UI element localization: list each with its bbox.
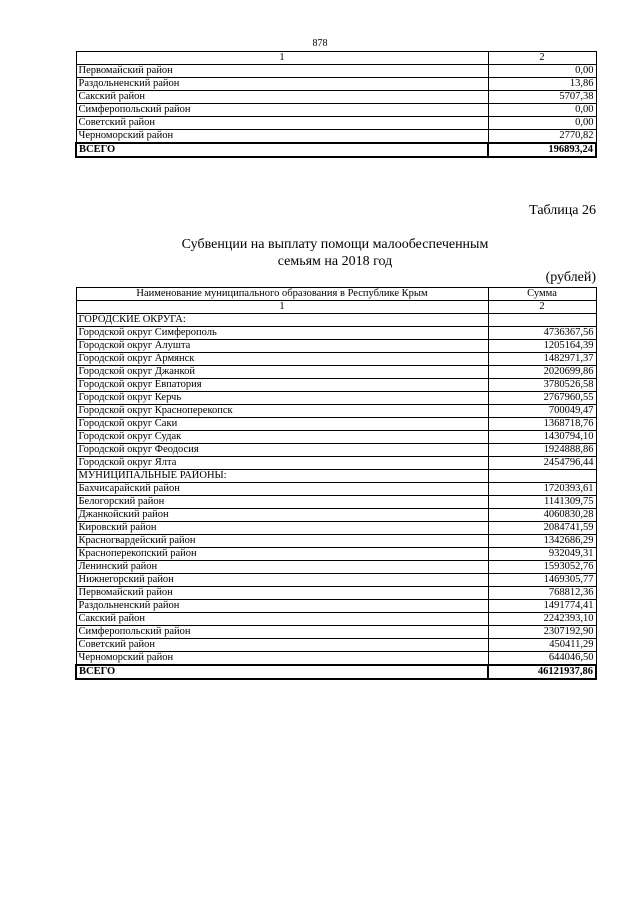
table-row xyxy=(76,431,596,444)
row-name: МУНИЦИПАЛЬНЫЕ РАЙОНЫ: xyxy=(76,470,488,483)
row-name: ВСЕГО xyxy=(76,143,488,157)
header-sum: Сумма xyxy=(488,288,596,301)
table-row xyxy=(76,600,596,613)
column-number-row xyxy=(76,301,596,314)
table-row xyxy=(76,444,596,457)
row-value: 2242393,10 xyxy=(488,613,596,626)
header-row xyxy=(76,288,596,301)
table-row xyxy=(76,626,596,639)
row-name: Советский район xyxy=(76,639,488,652)
col-number-1: 1 xyxy=(76,301,488,314)
table-row xyxy=(76,587,596,600)
total-row xyxy=(76,143,596,157)
row-name: Городской округ Ялта xyxy=(76,457,488,470)
row-value: 1368718,76 xyxy=(488,418,596,431)
table-row xyxy=(76,353,596,366)
row-value: 1720393,61 xyxy=(488,483,596,496)
col-number-2: 2 xyxy=(488,52,596,65)
row-name: Городской округ Алушта xyxy=(76,340,488,353)
row-value: 932049,31 xyxy=(488,548,596,561)
row-value: 1342686,29 xyxy=(488,535,596,548)
table-row xyxy=(76,104,596,117)
row-value: 1205164,39 xyxy=(488,340,596,353)
title-line-2: семьям на 2018 год xyxy=(277,254,393,269)
table-row xyxy=(76,639,596,652)
row-value: 700049,47 xyxy=(488,405,596,418)
row-name: ВСЕГО xyxy=(76,665,488,679)
row-name: Раздольненский район xyxy=(76,600,488,613)
col-number-1: 1 xyxy=(76,52,488,65)
top-table xyxy=(75,51,597,158)
table-row xyxy=(76,457,596,470)
table-row xyxy=(76,405,596,418)
table-row xyxy=(76,522,596,535)
row-value: 46121937,86 xyxy=(488,665,596,679)
row-name: Нижнегорский район xyxy=(76,574,488,587)
row-value: 2767960,55 xyxy=(488,392,596,405)
row-name: Ленинский район xyxy=(76,561,488,574)
row-value: 2084741,59 xyxy=(488,522,596,535)
table-row xyxy=(76,483,596,496)
row-name: Кировский район xyxy=(76,522,488,535)
row-name: Красногвардейский район xyxy=(76,535,488,548)
page-title xyxy=(0,236,640,270)
row-name: Городской округ Керчь xyxy=(76,392,488,405)
row-value: 196893,24 xyxy=(488,143,596,157)
row-name: Городской округ Армянск xyxy=(76,353,488,366)
title-line-1: Субвенции на выплату помощи малообеспеченным xyxy=(181,237,489,252)
row-value: 2770,82 xyxy=(488,130,596,144)
row-name: Джанкойский район xyxy=(76,509,488,522)
row-name: Первомайский район xyxy=(76,587,488,600)
row-value: 4060830,28 xyxy=(488,509,596,522)
row-name: Городской округ Симферополь xyxy=(76,327,488,340)
row-name: Городской округ Красноперекопск xyxy=(76,405,488,418)
row-name: Городской округ Судак xyxy=(76,431,488,444)
row-value: 13,86 xyxy=(488,78,596,91)
table-row xyxy=(76,496,596,509)
row-value: 0,00 xyxy=(488,104,596,117)
row-name: Советский район xyxy=(76,117,488,130)
row-value: 0,00 xyxy=(488,117,596,130)
column-number-row xyxy=(76,52,596,65)
subsidy-table xyxy=(75,287,597,680)
row-value: 1924888,86 xyxy=(488,444,596,457)
row-name: Городской округ Евпатория xyxy=(76,379,488,392)
table-row xyxy=(76,561,596,574)
row-value: 3780526,58 xyxy=(488,379,596,392)
row-name: Сакский район xyxy=(76,613,488,626)
table-row xyxy=(76,117,596,130)
header-name: Наименование муниципального образования в Республике Крым xyxy=(76,288,488,301)
row-value: 1482971,37 xyxy=(488,353,596,366)
table-row xyxy=(76,509,596,522)
row-name: Черноморский район xyxy=(76,652,488,666)
row-name: Белогорский район xyxy=(76,496,488,509)
row-name: Черноморский район xyxy=(76,130,488,144)
table-row xyxy=(76,366,596,379)
row-name: Городской округ Феодосия xyxy=(76,444,488,457)
table-row xyxy=(76,613,596,626)
row-name: Первомайский район xyxy=(76,65,488,78)
table-row xyxy=(76,418,596,431)
table-row xyxy=(76,574,596,587)
row-value: 2307192,90 xyxy=(488,626,596,639)
row-value: 2020699,86 xyxy=(488,366,596,379)
table-row xyxy=(76,78,596,91)
table-row xyxy=(76,327,596,340)
row-name: Бахчисарайский район xyxy=(76,483,488,496)
row-value: 768812,36 xyxy=(488,587,596,600)
total-row xyxy=(76,665,596,679)
row-name: Сакский район xyxy=(76,91,488,104)
row-value: 0,00 xyxy=(488,65,596,78)
unit-label: (рублей) xyxy=(545,270,596,285)
row-value: 1593052,76 xyxy=(488,561,596,574)
row-value: 1141309,75 xyxy=(488,496,596,509)
table-row xyxy=(76,535,596,548)
row-value xyxy=(488,314,596,327)
table-row xyxy=(76,392,596,405)
row-name: Красноперекопский район xyxy=(76,548,488,561)
col-number-2: 2 xyxy=(488,301,596,314)
table-row xyxy=(76,548,596,561)
row-value xyxy=(488,470,596,483)
row-value: 1491774,41 xyxy=(488,600,596,613)
row-value: 1430794,10 xyxy=(488,431,596,444)
table-row xyxy=(76,340,596,353)
row-name: Симферопольский район xyxy=(76,626,488,639)
table-row xyxy=(76,652,596,666)
table-row xyxy=(76,130,596,144)
section-row xyxy=(76,314,596,327)
row-value: 2454796,44 xyxy=(488,457,596,470)
section-row xyxy=(76,470,596,483)
row-value: 450411,29 xyxy=(488,639,596,652)
row-value: 1469305,77 xyxy=(488,574,596,587)
table-row xyxy=(76,65,596,78)
row-name: Городской округ Саки xyxy=(76,418,488,431)
row-value: 4736367,56 xyxy=(488,327,596,340)
table-label: Таблица 26 xyxy=(529,203,596,218)
row-name: ГОРОДСКИЕ ОКРУГА: xyxy=(76,314,488,327)
row-name: Раздольненский район xyxy=(76,78,488,91)
row-value: 5707,38 xyxy=(488,91,596,104)
row-value: 644046,50 xyxy=(488,652,596,666)
table-row xyxy=(76,379,596,392)
row-name: Симферопольский район xyxy=(76,104,488,117)
row-name: Городской округ Джанкой xyxy=(76,366,488,379)
page-number: 878 xyxy=(312,38,328,49)
table-row xyxy=(76,91,596,104)
